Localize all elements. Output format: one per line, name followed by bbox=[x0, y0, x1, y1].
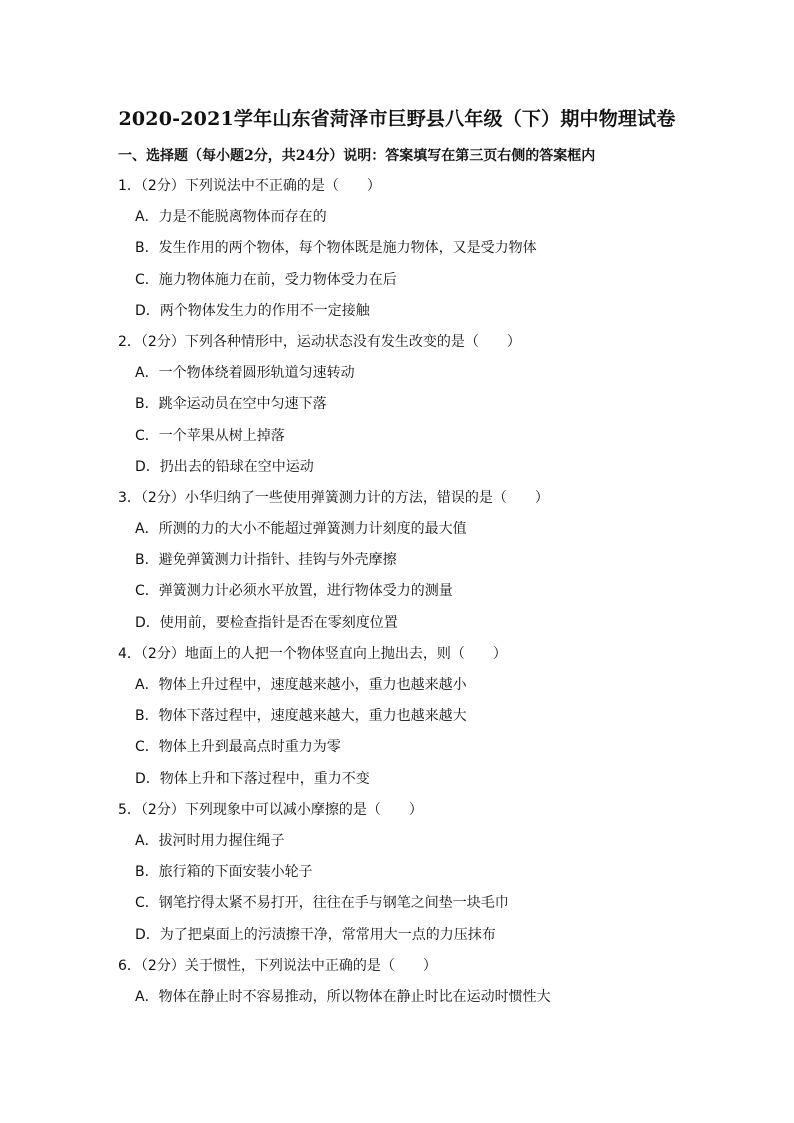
question-5 bbox=[118, 802, 718, 958]
question-4 bbox=[118, 646, 718, 802]
option-c: C．一个苹果从树上掉落 bbox=[135, 427, 285, 444]
option-a: A．物体在静止时不容易推动，所以物体在静止时比在运动时惯性大 bbox=[135, 988, 551, 1005]
option-b: B．物体下落过程中，速度越来越大，重力也越来越大 bbox=[135, 708, 467, 725]
question-stem: 1．（2分）下列说法中不正确的是（ ） bbox=[118, 178, 381, 194]
question-stem: 2．（2分）下列各种情形中，运动状态没有发生改变的是（ ） bbox=[118, 333, 521, 350]
option-c: C．施力物体施力在前，受力物体受力在后 bbox=[135, 271, 397, 288]
option-a: A．所测的力的大小不能超过弹簧测力计刻度的最大值 bbox=[135, 521, 467, 538]
option-a: A．物体上升过程中，速度越来越小，重力也越来越小 bbox=[135, 677, 467, 693]
question-stem: 3．（2分）小华归纳了一些使用弹簧测力计的方法，错误的是（ ） bbox=[118, 489, 549, 506]
question-stem: 6．（2分）关于惯性，下列说法中正确的是（ ） bbox=[118, 957, 437, 974]
option-a: A．力是不能脱离物体而存在的 bbox=[135, 209, 327, 226]
question-list bbox=[118, 178, 718, 1020]
option-a: A．拔河时用力握住绳子 bbox=[135, 832, 285, 849]
question-1 bbox=[118, 178, 718, 334]
question-6 bbox=[118, 958, 718, 1020]
option-d: D．两个物体发生力的作用不一定接触 bbox=[135, 302, 370, 319]
option-c: C．弹簧测力计必须水平放置，进行物体受力的测量 bbox=[135, 583, 453, 600]
option-c: C．物体上升到最高点时重力为零 bbox=[135, 739, 341, 756]
exam-title: 2020-2021学年山东省菏泽市巨野县八年级（下）期中物理试卷 bbox=[118, 108, 676, 130]
question-stem: 5．（2分）下列现象中可以减小摩擦的是（ ） bbox=[118, 801, 423, 818]
question-2 bbox=[118, 334, 718, 490]
option-d: D．物体上升和下落过程中，重力不变 bbox=[135, 770, 370, 787]
option-d: D．使用前，要检查指针是否在零刻度位置 bbox=[135, 614, 398, 631]
section-heading: 一、选择题（每小题2分，共24分）说明：答案填写在第三页右侧的答案框内 bbox=[118, 148, 596, 164]
option-d: D．扔出去的铅球在空中运动 bbox=[135, 458, 314, 475]
option-c: C．钢笔拧得太紧不易打开，往往在手与钢笔之间垫一块毛巾 bbox=[135, 895, 509, 912]
option-b: B．发生作用的两个物体，每个物体既是施力物体，又是受力物体 bbox=[135, 240, 537, 257]
option-b: B．旅行箱的下面安装小轮子 bbox=[135, 864, 313, 881]
option-d: D．为了把桌面上的污渍擦干净，常常用大一点的力压抹布 bbox=[135, 926, 496, 943]
question-stem: 4．（2分）地面上的人把一个物体竖直向上抛出去，则（ ） bbox=[118, 645, 507, 662]
question-3 bbox=[118, 490, 718, 646]
option-a: A．一个物体绕着圆形轨道匀速转动 bbox=[135, 365, 355, 382]
option-b: B．跳伞运动员在空中匀速下落 bbox=[135, 396, 327, 413]
option-b: B．避免弹簧测力计指针、挂钩与外壳摩擦 bbox=[135, 552, 397, 569]
